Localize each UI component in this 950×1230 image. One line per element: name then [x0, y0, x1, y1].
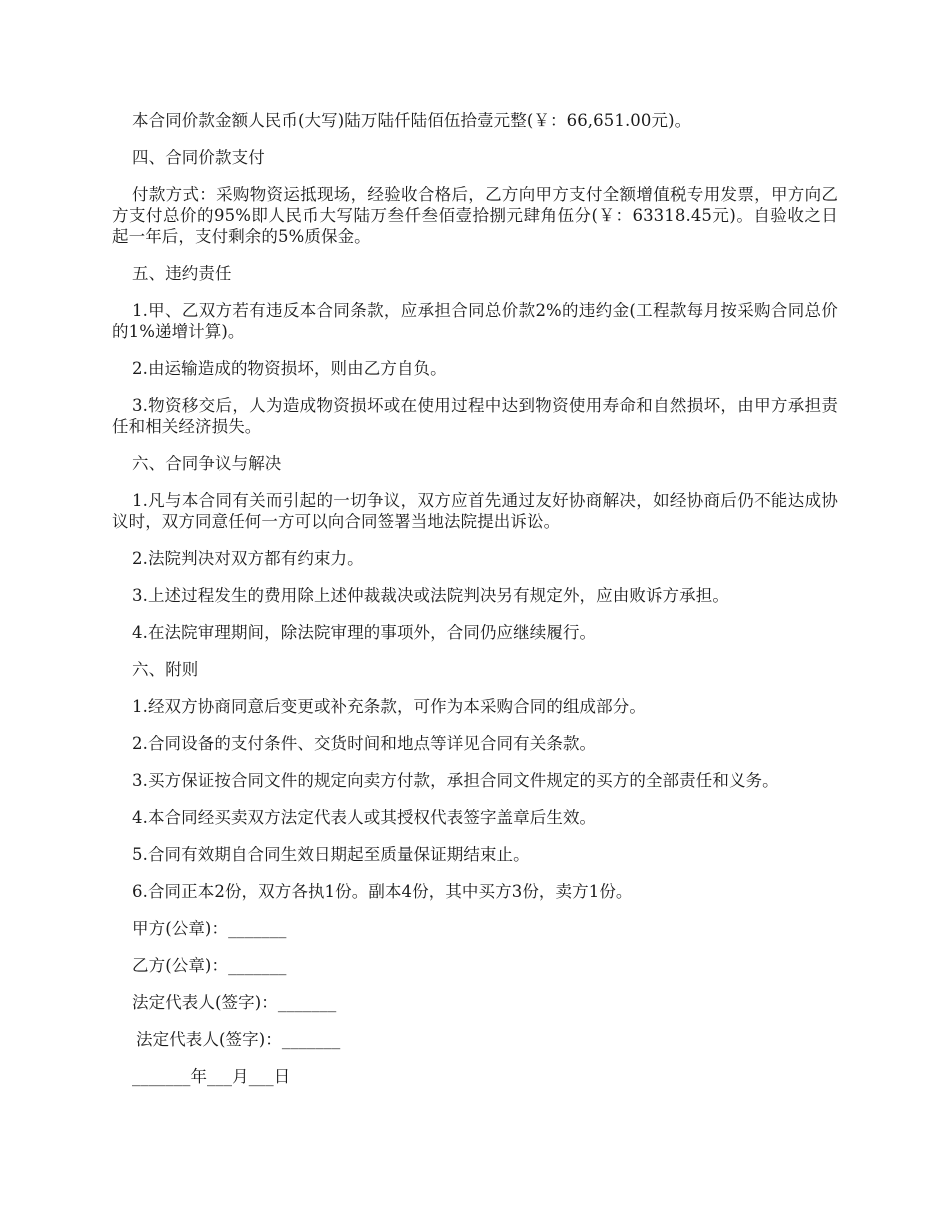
party-a-seal-line: 甲方(公章)：_______	[132, 919, 287, 938]
liability-clause-2: 2.由运输造成的物资损坏，则由乙方自负。	[132, 359, 447, 378]
section-heading-supplementary: 六、附则	[132, 660, 199, 679]
dispute-clause-3: 3.上述过程发生的费用除上述仲裁裁决或法院判决另有规定外，应由败诉方承担。	[132, 586, 729, 605]
supplementary-clause-4: 4.本合同经买卖双方法定代表人或其授权代表签字盖章后生效。	[132, 808, 597, 827]
section-heading-liability: 五、违约责任	[132, 264, 232, 283]
dispute-clause-4: 4.在法院审理期间，除法院审理的事项外，合同仍应继续履行。	[132, 623, 597, 642]
section-heading-dispute: 六、合同争议与解决	[132, 454, 282, 473]
contract-price-paragraph: 本合同价款金额人民币(大写)陆万陆仟陆佰伍拾壹元整(￥：66,651.00元)。	[132, 111, 692, 130]
supplementary-clause-6: 6.合同正本2份，双方各执1份。副本4份，其中买方3份，卖方1份。	[132, 882, 633, 901]
payment-method-paragraph: 付款方式：采购物资运抵现场，经验收合格后，乙方向甲方支付全额增值税专用发票，甲方向乙方支付总价的95%即人民币大写陆万叁仟叁佰壹拾捌元肆角伍分(￥：63318.45元)。自验收之日起一年后，支付剩余的5%质保金。	[112, 185, 838, 246]
legal-rep-signature-line-b: 法定代表人(签字)：_______	[136, 1030, 341, 1049]
dispute-clause-2: 2.法院判决对双方都有约束力。	[132, 549, 364, 568]
supplementary-clause-5: 5.合同有效期自合同生效日期起至质量保证期结束止。	[132, 845, 530, 864]
liability-clause-3: 3.物资移交后，人为造成物资损坏或在使用过程中达到物资使用寿命和自然损坏，由甲方承担责任和相关经济损失。	[112, 396, 838, 436]
date-line: _______年___月___日	[132, 1067, 291, 1086]
supplementary-clause-1: 1.经双方协商同意后变更或补充条款，可作为本采购合同的组成部分。	[132, 697, 646, 716]
party-b-seal-line: 乙方(公章)：_______	[132, 956, 287, 975]
legal-rep-signature-line-a: 法定代表人(签字)：_______	[132, 993, 337, 1012]
liability-clause-1: 1.甲、乙双方若有违反本合同条款，应承担合同总价款2%的违约金(工程款每月按采购合同总价的1%递增计算)。	[112, 301, 838, 341]
dispute-clause-1: 1.凡与本合同有关而引起的一切争议，双方应首先通过友好协商解决，如经协商后仍不能达成协议时，双方同意任何一方可以向合同签署当地法院提出诉讼。	[112, 491, 838, 531]
section-heading-payment: 四、合同价款支付	[132, 148, 265, 167]
supplementary-clause-2: 2.合同设备的支付条件、交货时间和地点等详见合同有关条款。	[132, 734, 597, 753]
supplementary-clause-3: 3.买方保证按合同文件的规定向卖方付款，承担合同文件规定的买方的全部责任和义务。	[132, 771, 779, 790]
